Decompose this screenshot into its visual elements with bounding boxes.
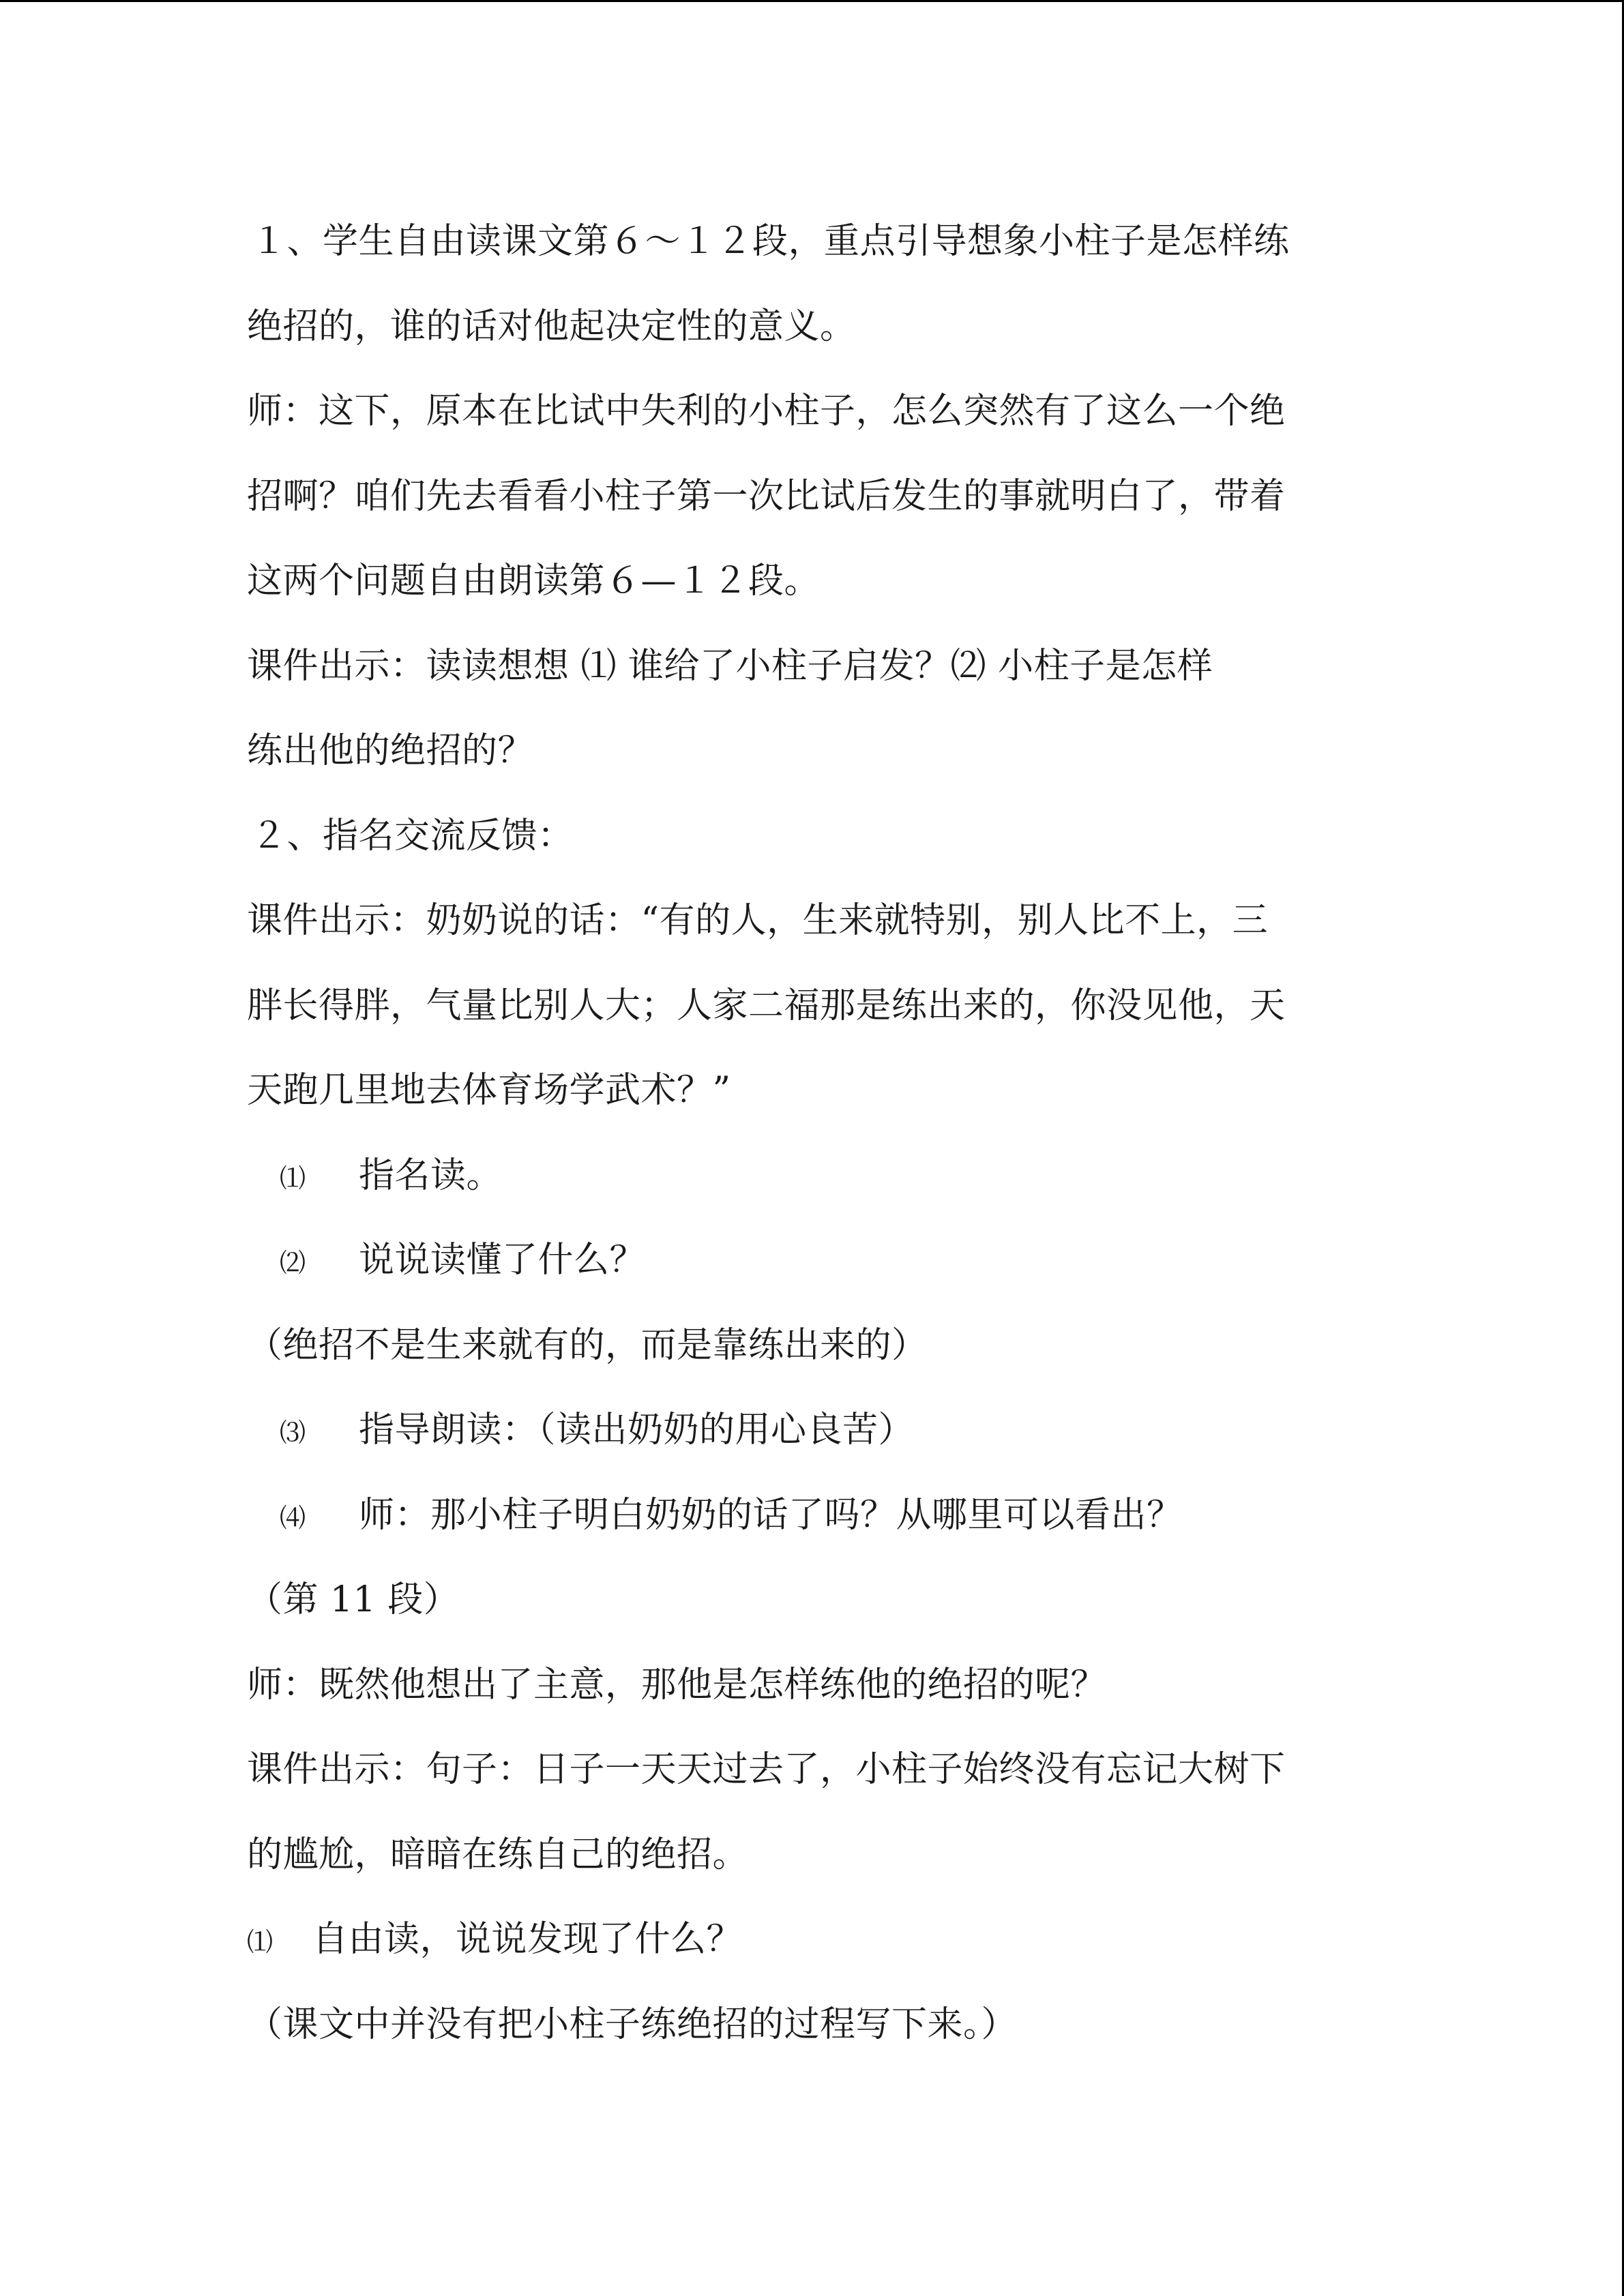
paragraph-line: ２、指名交流反馈： [251,815,574,856]
list-item [247,1897,1379,1982]
paragraph-line: （第 11 段） [247,1579,460,1620]
list-item [247,1218,1379,1303]
paragraph-line: 课件出示：奶奶说的话：“有的人，生来就特别，别人比不上，三 [247,900,1269,941]
document-body [247,199,1379,2067]
paragraph-line: 绝招的，谁的话对他起决定性的意义。 [247,305,856,347]
list-item [247,1133,1379,1219]
paragraph-line: 这两个问题自由朗读第６—１２段。 [247,561,821,601]
paragraph-line: 天跑几里地去体育场学武术？” [247,1070,731,1111]
list-item-text: 指导朗读：（读出奶奶的用心良苦） [359,1410,915,1450]
list-marker: ⑵ [280,1248,306,1278]
paragraph-line: 课件出示：读读想想 ⑴ 谁给了小柱子启发？⑵ 小柱子是怎样 [247,645,1213,687]
list-item-text: 指名读。 [359,1154,503,1196]
note-line: （课文中并没有把小柱子练绝招的过程写下来。） [247,2003,1018,2045]
list-item [247,1473,1379,1558]
note-line: （绝招不是生来就有的，而是靠练出来的） [247,1324,928,1366]
list-marker: ⑶ [280,1418,306,1448]
list-item [247,1388,1379,1473]
list-marker: ⑷ [280,1502,306,1533]
paragraph-line: 课件出示：句子：日子一天天过去了，小柱子始终没有忘记大树下 [247,1749,1286,1790]
paragraph-line: 练出他的绝招的？ [247,730,534,771]
paragraph-line: 胖长得胖，气量比别人大；人家二福那是练出来的，你没见他，天 [247,985,1286,1026]
paragraph-line: 的尴尬，暗暗在练自己的绝招。 [247,1834,749,1875]
paragraph-line: 师：既然他想出了主意，那他是怎样练他的绝招的呢？ [247,1664,1107,1705]
list-marker: ⑴ [247,1927,274,1957]
paragraph-line: 招啊？咱们先去看看小柱子第一次比试后发生的事就明白了，带着 [247,475,1286,517]
list-item-text: 师：那小柱子明白奶奶的话了吗？从哪里可以看出？ [359,1494,1183,1536]
paragraph-line: １、学生自由读课文第６～１２段，重点引导想象小柱子是怎样练 [251,221,1290,262]
list-marker: ⑴ [280,1163,306,1193]
paragraph-line: 师：这下，原本在比试中失利的小柱子，怎么突然有了这么一个绝 [247,391,1286,432]
list-item-text: 自由读，说说发现了什么？ [312,1919,743,1960]
list-item-text: 说说读懂了什么？ [359,1240,646,1281]
